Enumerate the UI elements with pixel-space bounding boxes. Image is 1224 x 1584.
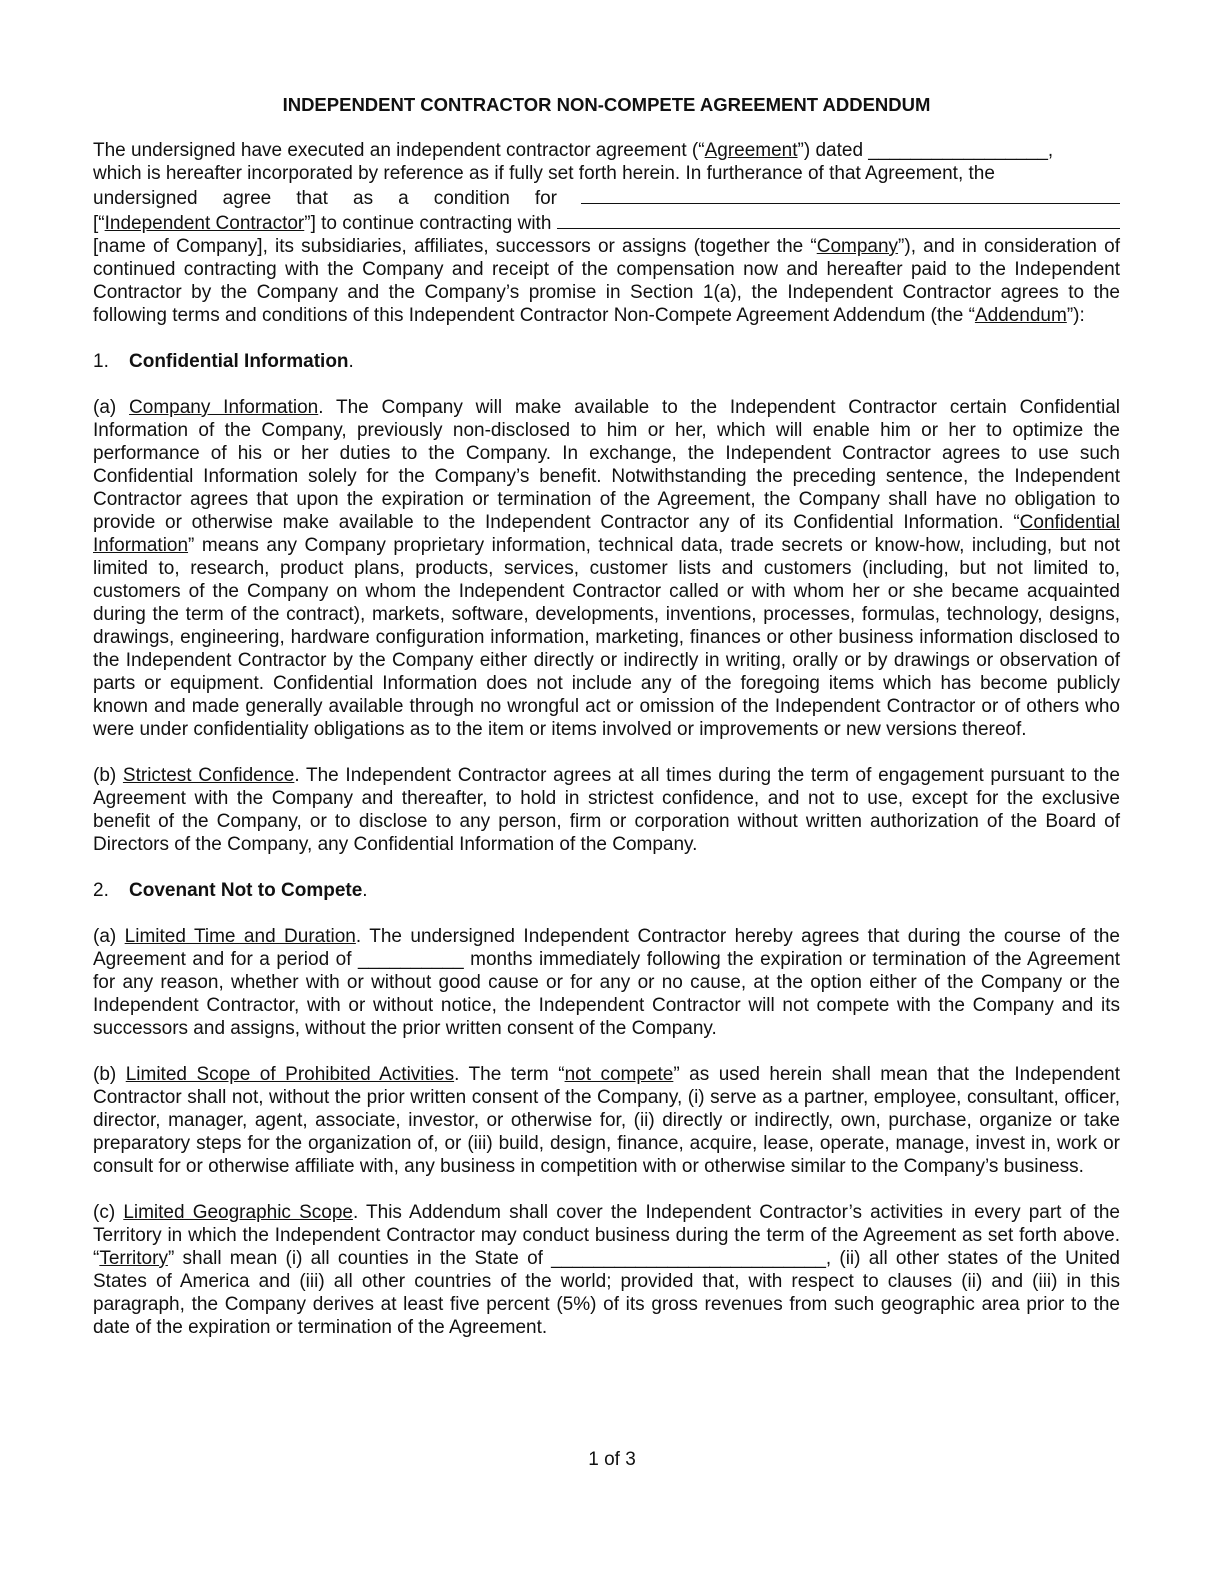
clause-label: (b) bbox=[93, 765, 123, 786]
section-period: . bbox=[362, 880, 368, 901]
intro-line-1 bbox=[93, 139, 1120, 162]
section-2b bbox=[93, 1063, 1120, 1178]
clause-text: . The Company will make available to the Independent Contractor certain Confidential Information of the Company, previously non-disclosed to him or her, which will enable him or her to optimize the performance of his or her duties to the Company. In exchange, the Independent Contractor agrees to use such Confidential Information solely for the Company’s benefit. Notwithstanding the preceding sentence, the Independent Contractor agrees that upon the expiration or termination of the Agreement, the Company shall have no obligation to provide or otherwise make available to the Independent Contractor any of its Confidential Information. “ bbox=[93, 397, 1120, 533]
clause-text: . The term “ bbox=[454, 1064, 565, 1085]
word: for bbox=[534, 188, 557, 209]
section-number: 1. bbox=[93, 351, 109, 372]
clause-text: ” as used herein shall mean that the Independent Contractor shall not, without the prior written consent of the Company, (i) serve as a partner, employee, consultant, officer, director, manager, agent, associate, investor, or otherwise for, (ii) directly or indirectly, own, purchase, organize or take preparatory steps for the organization of, or (iii) build, design, finance, acquire, lease, operate, manage, invest in, work or consult for or otherwise affiliate with, any business in competition with or otherwise similar to the Company’s business. bbox=[93, 1064, 1121, 1177]
defined-term: Confidential Information bbox=[93, 512, 1120, 556]
clause-heading: Strictest Confidence bbox=[122, 765, 295, 786]
intro-text: [name of Company], its subsidiaries, affiliates, successors or assigns (together the “ bbox=[93, 236, 817, 257]
defined-term: not compete bbox=[564, 1064, 674, 1085]
document-body bbox=[93, 93, 1120, 1362]
section-number: 2. bbox=[93, 880, 109, 901]
agreement-term: Agreement bbox=[704, 140, 798, 161]
independent-contractor-term: Independent Contractor bbox=[104, 213, 305, 234]
clause-text: . This Addendum shall cover the Independent Contractor’s activities in every part of the Territory in which the Independent Contractor may conduct business during the term of the Agreement as set forth above. “ bbox=[93, 1202, 1120, 1269]
word: as bbox=[353, 188, 374, 209]
clause-heading: Limited Geographic Scope bbox=[123, 1202, 353, 1223]
section-2a bbox=[93, 925, 1120, 1040]
intro-continuation bbox=[93, 235, 1120, 327]
document-title: INDEPENDENT CONTRACTOR NON-COMPETE AGREEMENT ADDENDUM bbox=[282, 94, 931, 115]
contractor-name-blank[interactable] bbox=[581, 185, 1120, 204]
clause-text: ” means any Company proprietary information, technical data, trade secrets or know-how, including, but not limited to, research, product plans, products, services, customer lists and customers (including, but not limited to, customers of the Company on whom the Independent Contractor called or with whom her or she became acquainted during the term of the contract), markets, software, developments, inventions, processes, formulas, technology, designs, drawings, engineering, hardware configuration information, marketing, finances or other business information disclosed to the Independent Contractor by the Company either directly or indirectly in writing, orally or by drawings or observation of parts or equipment. Confidential Information does not include any of the foregoing items which has become publicly known and made generally available through no wrongful act or omission of the Independent Contractor or of others who were under confidentiality obligations as to the item or items involved or improvements or new versions thereof. bbox=[93, 535, 1120, 740]
clause-text: ” shall mean (i) all counties in the State of __________________________, (ii) all other states of the United States of America and (iii) all other countries of the world; provided that, with respect to clauses (ii) and (iii) in this paragraph, the Company derives at least five percent (5%) of its gross revenues from such geographic area prior to the date of the expiration or termination of the Agreement. bbox=[93, 1248, 1120, 1338]
clause-heading: Limited Time and Duration bbox=[124, 926, 356, 947]
section-title: Confidential Information bbox=[129, 351, 349, 372]
section-1-heading bbox=[93, 350, 1120, 373]
intro-line-3 bbox=[93, 185, 1120, 210]
section-2-heading bbox=[93, 879, 1120, 902]
company-term: Company bbox=[816, 236, 899, 257]
clause-text: . The undersigned Independent Contractor hereby agrees that during the course of the Agreement and for a period of __________ months immediately following the expiration or termination of the Agreement for any reason, whether with or without good cause or for any or no cause, at the option either of the Company or the Independent Contractor, with or without notice, the Independent Contractor will not compete with the Company and its successors and assigns, without the prior written consent of the Company. bbox=[93, 926, 1120, 1039]
word: agree bbox=[222, 188, 272, 209]
condition-words bbox=[93, 187, 557, 210]
section-2c bbox=[93, 1201, 1120, 1339]
section-title: Covenant Not to Compete bbox=[129, 880, 363, 901]
addendum-term: Addendum bbox=[974, 305, 1067, 326]
word: that bbox=[296, 188, 328, 209]
clause-heading: Limited Scope of Prohibited Activities bbox=[125, 1064, 455, 1085]
intro-line-4 bbox=[93, 210, 1120, 235]
word: undersigned bbox=[93, 188, 198, 209]
defined-term: Territory bbox=[99, 1248, 168, 1269]
clause-label: (b) bbox=[93, 1064, 126, 1085]
intro-text: ”), and in consideration of continued contracting with the Company and receipt of the compensation now and hereafter paid to the Independent Contractor by the Company and the Company’s promise in Section 1(a), the Independent Contractor agrees to the following terms and conditions of this Independent Contractor Non-Compete Agreement Addendum (the “ bbox=[93, 236, 1120, 326]
intro-text: ”): bbox=[1066, 305, 1085, 326]
word: a bbox=[398, 188, 409, 209]
clause-text: . The Independent Contractor agrees at all times during the term of engagement pursuant to the Agreement with the Company and thereafter, to hold in strictest confidence, and not to use, except for the exclusive benefit of the Company, or to disclose to any person, firm or corporation without written authorization of the Board of Directors of the Company, any Confidential Information of the Company. bbox=[93, 765, 1120, 855]
company-name-blank[interactable] bbox=[557, 210, 1120, 229]
clause-heading: Company Information bbox=[129, 397, 319, 418]
intro-text: ”) dated _________________, bbox=[797, 140, 1054, 161]
intro-paragraph bbox=[93, 139, 1120, 327]
section-period: . bbox=[348, 351, 354, 372]
clause-label: (c) bbox=[93, 1202, 124, 1223]
intro-text: ”] to continue contracting with bbox=[304, 213, 552, 234]
clause-label: (a) bbox=[93, 397, 130, 418]
intro-line-2 bbox=[93, 162, 1120, 185]
section-1b bbox=[93, 764, 1120, 856]
clause-label: (a) bbox=[93, 926, 125, 947]
intro-text: which is hereafter incorporated by reference as if fully set forth herein. In furtherance of that Agreement, the bbox=[93, 163, 995, 184]
intro-text: The undersigned have executed an independent contractor agreement (“ bbox=[93, 140, 705, 161]
page-number: 1 of 3 bbox=[588, 1449, 636, 1470]
intro-text: [“ bbox=[93, 213, 105, 234]
section-1a bbox=[93, 396, 1120, 741]
word: condition bbox=[433, 188, 510, 209]
